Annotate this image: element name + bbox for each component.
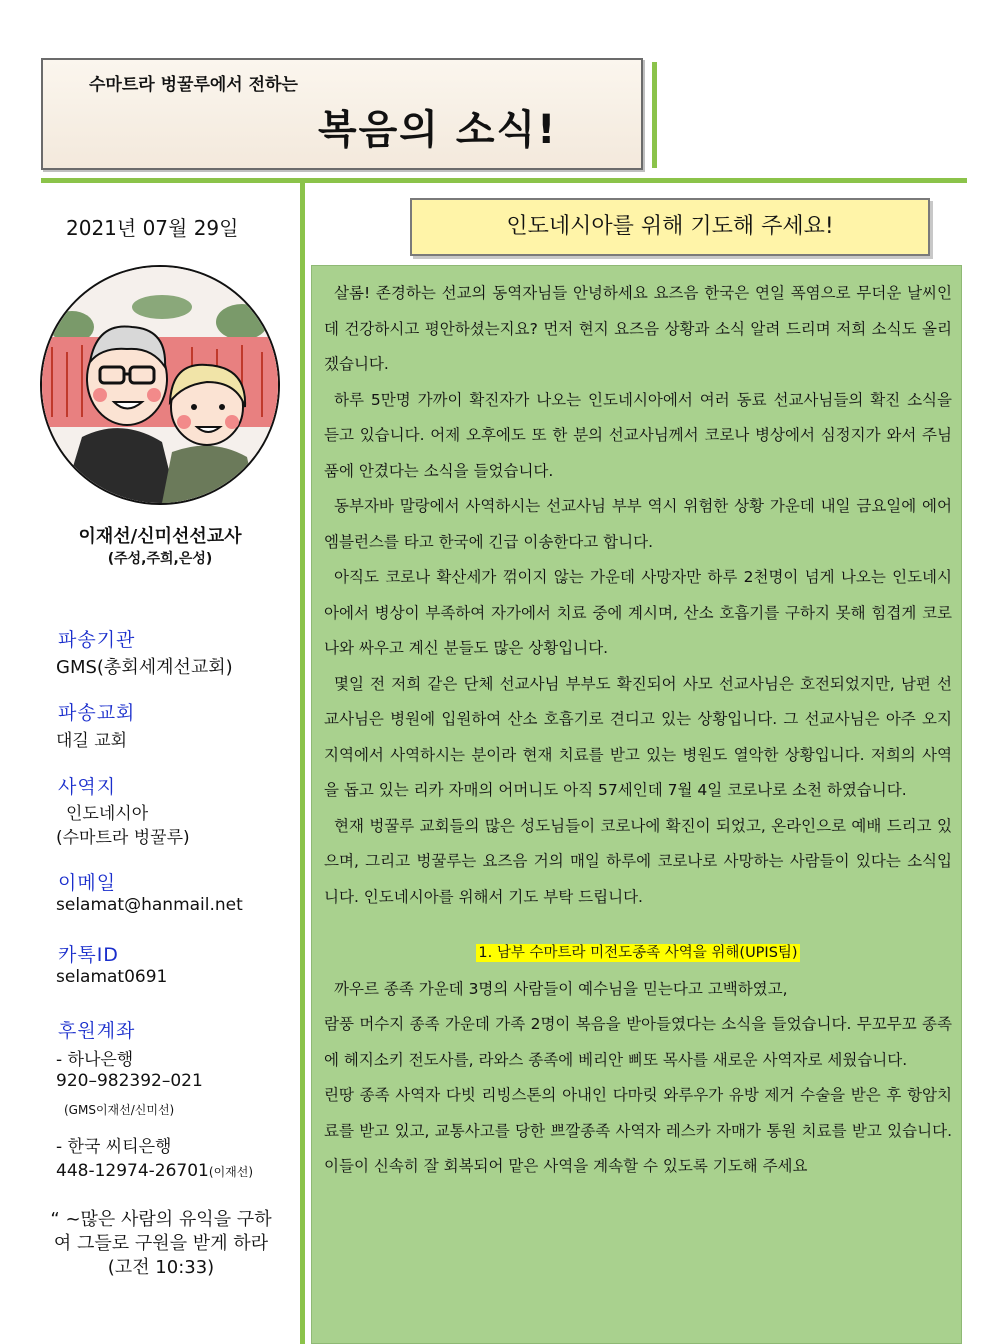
bank2-account: 448-12974-26701	[56, 1161, 209, 1181]
children-names: (주성,주희,은성)	[107, 551, 213, 567]
field-value-country: 인도네시아	[66, 804, 149, 824]
bank2-name: - 한국 씨티은행	[56, 1137, 172, 1157]
header-divider	[41, 178, 967, 183]
bank1-account: 920–982392–021	[56, 1071, 203, 1091]
section-heading-row	[324, 935, 952, 972]
bank1-name: - 하나은행	[56, 1050, 134, 1070]
field-label: 사역지	[58, 776, 117, 798]
header-box	[41, 58, 643, 170]
paragraph-evacuation: 동부자바 말랑에서 사역하시는 선교사님 부부 역시 위험한 상황 가운데 내일 금요일에 에어 엠블런스를 타고 한국에 긴급 이송한다고 합니다.	[324, 497, 952, 551]
kakao-value: selamat0691	[56, 967, 168, 987]
body-text	[324, 276, 952, 1185]
section-paragraph-lampung: 람풍 머수지 종족 가운데 가족 2명이 복음을 받아들였다는 소식을 들었습니다. 무꼬무꼬 종족에 헤지소키 전도사를, 라와스 종족에 베리안 삐또 목사를 새로운 사역자로 세웠습니다.	[324, 1015, 952, 1069]
bank1-holder: (GMS이재선/신미선)	[64, 1103, 175, 1117]
email-label: 이메일	[58, 872, 117, 894]
newsletter-date: 2021년 07월 29일	[66, 216, 239, 240]
header-accent-line	[652, 62, 657, 168]
church-value: 대길 교회	[56, 731, 128, 751]
couple-illustration-icon	[42, 267, 278, 503]
bank2-holder: (이재선)	[208, 1165, 254, 1179]
church-label: 파송교회	[58, 702, 136, 724]
section-paragraph-kaur: 까우르 종족 가운데 3명의 사람들이 예수님을 믿는다고 고백하였고,	[334, 979, 788, 998]
account-label: 후원계좌	[58, 1020, 136, 1042]
scripture-quote: “ ~많은 사람의 유익을 구하여 그들로 구원을 받게 하라 (고전 10:33)	[50, 1209, 272, 1278]
header-subtitle: 수마트라 벙꿀루에서 전하는	[89, 75, 298, 95]
bank2-account-row	[56, 1161, 253, 1181]
kakao-label: 카톡ID	[58, 944, 119, 966]
section-paragraph-rintang: 린땅 종족 사역자 다빗 리빙스톤의 아내인 다마릿 와루우가 유방 제거 수술을 받은 후 항암치료를 받고 있고, 교통사고를 당한 쁘깔종족 사역자 레스카 자매가 통원 치료를 받고 있습니다. 이들이 신속히 잘 회복되어 맡은 사역을 계속할 수 있도록 기도해 주세요	[324, 1086, 952, 1175]
paragraph-greeting: 살롬! 존경하는 선교의 동역자님들 안녕하세요 요즈음 한국은 연일 폭염으로 무더운 날씨인데 건강하시고 평안하셨는지요? 먼저 현지 요즈음 상황과 소식 알려 드리며 저희 소식도 올리겠습니다.	[324, 284, 952, 373]
agency-value: GMS(총회세계선교회)	[56, 657, 233, 678]
prayer-request-title: 인도네시아를 위해 기도해 주세요!	[410, 198, 930, 256]
paragraph-deaths: 아직도 코로나 확산세가 꺾이지 않는 가운데 사망자만 하루 2천명이 넘게 나오는 인도네시아에서 병상이 부족하여 자가에서 치료 중에 계시며, 산소 호흡기를 구하지 못해 힘겹게 코로나와 싸우고 계신 분들도 많은 상황입니다.	[324, 568, 952, 657]
missionary-name: 이재선/신미선선교사	[78, 526, 242, 547]
newsletter-body	[311, 265, 962, 1344]
field-value-region: (수마트라 벙꿀루)	[56, 828, 190, 848]
email-value[interactable]: selamat@hanmail.net	[56, 895, 243, 915]
column-divider	[300, 183, 305, 1344]
missionary-couple-illustration	[40, 265, 280, 505]
paragraph-colleagues: 몇일 전 저희 같은 단체 선교사님 부부도 확진되어 사모 선교사님은 호전되었지만, 남편 선교사님은 병원에 입원하여 산소 호흡기로 견디고 있는 상황입니다. 그 선교사님은 아주 오지 지역에서 사역하시는 분이라 현재 치료를 받고 있는 병원도 열악한 상황입니다. 저희의 사역을 돕고 있는 리카 자매의 어머니도 아직 57세인데 7월 4일 코로나로 소천 하였습니다.	[324, 674, 952, 799]
paragraph-bengkulu: 현재 벙꿀루 교회들의 많은 성도님들이 코로나에 확진이 되었고, 온라인으로 예배 드리고 있으며, 그리고 벙꿀루는 요즈음 거의 매일 하루에 코로나로 사망하는 사람들이 있다는 소식입니다. 인도네시아를 위해서 기도 부탁 드립니다.	[324, 816, 952, 906]
header-title: 복음의 소식!	[318, 107, 558, 153]
agency-label: 파송기관	[58, 629, 136, 651]
paragraph-covid-cases: 하루 5만명 가까이 확진자가 나오는 인도네시아에서 여러 동료 선교사님들의 확진 소식을 듣고 있습니다. 어제 오후에도 또 한 분의 선교사님께서 코로나 병상에서 심정지가 와서 주님 품에 안겼다는 소식을 들었습니다.	[324, 390, 952, 480]
section-heading: 1. 남부 수마트라 미전도종족 사역을 위해(UPIS팀)	[478, 945, 798, 961]
